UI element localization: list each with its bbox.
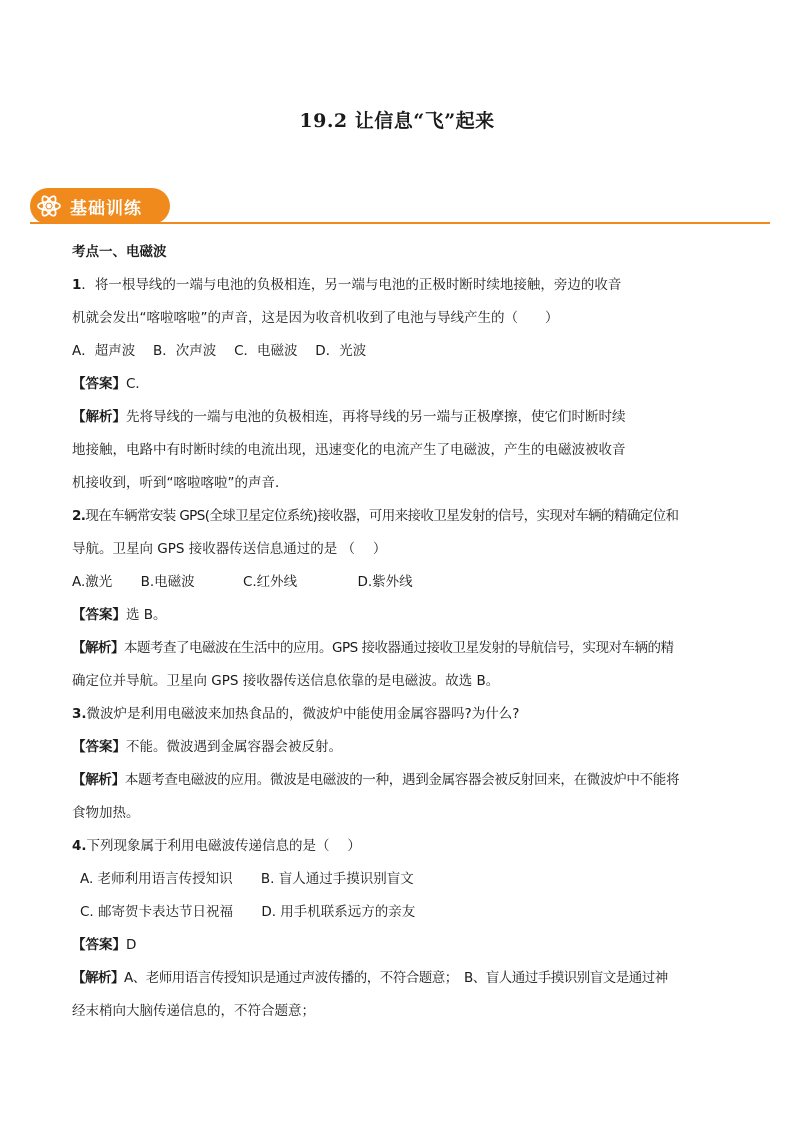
question-4-analysis-1	[72, 962, 728, 995]
question-4-options-row-2	[72, 896, 728, 929]
option-c: C. 邮寄贺卡表达节日祝福	[80, 904, 234, 920]
question-2-line-1	[72, 500, 728, 533]
document-body	[72, 236, 728, 1028]
question-text: ．将一根导线的一端与电池的负极相连，另一端与电池的正极时断时续地接触，旁边的收音	[81, 277, 622, 293]
question-number: 3.	[72, 706, 87, 722]
question-4-answer	[72, 929, 728, 962]
banner-pill	[30, 188, 170, 224]
question-4-line-1	[72, 830, 728, 863]
question-3-line-1	[72, 698, 728, 731]
analysis-text: 本题考查电磁波的应用。微波是电磁波的一种，遇到金属容器会被反射回来，在微波炉中不能将	[124, 772, 680, 788]
atom-icon	[34, 191, 64, 221]
analysis-tag: 【解析】	[72, 640, 124, 656]
option-a: A.激光	[72, 574, 113, 590]
answer-text: 选 B。	[126, 607, 167, 623]
section-heading: 考点一、电磁波	[72, 244, 167, 260]
question-2-analysis-1	[72, 632, 728, 665]
analysis-text: 本题考查了电磁波在生活中的应用。GPS 接收器通过接收卫星发射的导航信号，实现对车辆的精	[124, 640, 674, 656]
question-4-options-row-1	[72, 863, 728, 896]
question-3-analysis-1	[72, 764, 728, 797]
question-1-line-1	[72, 269, 728, 302]
question-text: 下列现象属于利用电磁波传递信息的是（ ）	[86, 838, 361, 854]
analysis-tag: 【解析】	[72, 409, 126, 425]
analysis-text: 先将导线的一端与电池的负极相连，再将导线的另一端与正极摩擦，使它们时断时续	[126, 409, 626, 425]
question-2-analysis-2: 确定位并导航。卫星向 GPS 接收器传送信息依靠的是电磁波。故选 B。	[72, 673, 500, 689]
question-2-answer	[72, 599, 728, 632]
page-title: 19.2 让信息“飞”起来	[299, 110, 495, 132]
option-b: B. 盲人通过手摸识别盲文	[260, 871, 414, 887]
question-3-analysis-2: 食物加热。	[72, 805, 140, 821]
question-number: 2.	[72, 508, 86, 524]
question-number: 1	[72, 277, 82, 293]
question-1-analysis-2: 地接触，电路中有时断时续的电流出现，迅速变化的电流产生了电磁波，产生的电磁波被收音	[72, 442, 626, 458]
option-b: B.电磁波	[140, 574, 195, 590]
question-1-options: A．超声波 B．次声波 C．电磁波 D．光波	[72, 343, 367, 359]
option-c: C.红外线	[242, 574, 298, 590]
answer-tag: 【答案】	[72, 739, 126, 755]
question-1-analysis-1	[72, 401, 728, 434]
banner-label: 基础训练	[70, 199, 142, 219]
option-a: A. 老师利用语言传授知识	[80, 871, 233, 887]
answer-tag: 【答案】	[72, 376, 126, 392]
question-4-analysis-2: 经末梢向大脑传递信息的，不符合题意；	[72, 1003, 315, 1019]
answer-text: 不能。微波遇到金属容器会被反射。	[126, 739, 342, 755]
analysis-text: A、老师用语言传授知识是通过声波传播的，不符合题意； B、盲人通过手摸识别盲文是通过神	[124, 970, 668, 986]
question-number: 4.	[72, 838, 87, 854]
answer-tag: 【答案】	[72, 607, 126, 623]
answer-text: D	[126, 937, 137, 953]
question-1-line-2: 机就会发出“喀啦喀啦”的声音，这是因为收音机收到了电池与导线产生的（ ）	[72, 310, 559, 326]
question-2-options	[72, 566, 728, 599]
question-text: 微波炉是利用电磁波来加热食品的，微波炉中能使用金属容器吗?为什么?	[86, 706, 520, 722]
question-2-line-2: 导航。卫星向 GPS 接收器传送信息通过的是 （ ）	[72, 541, 387, 557]
question-3-answer	[72, 731, 728, 764]
question-text: 现在车辆常安装 GPS(全球卫星定位系统)接收器，可用来接收卫星发射的信号，实现对车辆的精确定位和	[85, 508, 679, 524]
analysis-tag: 【解析】	[72, 970, 124, 986]
question-1-answer	[72, 368, 728, 401]
analysis-tag: 【解析】	[72, 772, 125, 788]
option-d: D. 用手机联系远方的亲友	[261, 904, 416, 920]
question-1-analysis-3: 机接收到，听到“喀啦喀啦”的声音．	[72, 475, 289, 491]
answer-tag: 【答案】	[72, 937, 126, 953]
answer-text: C．	[126, 376, 149, 392]
section-banner	[30, 188, 770, 228]
option-d: D.紫外线	[357, 574, 413, 590]
